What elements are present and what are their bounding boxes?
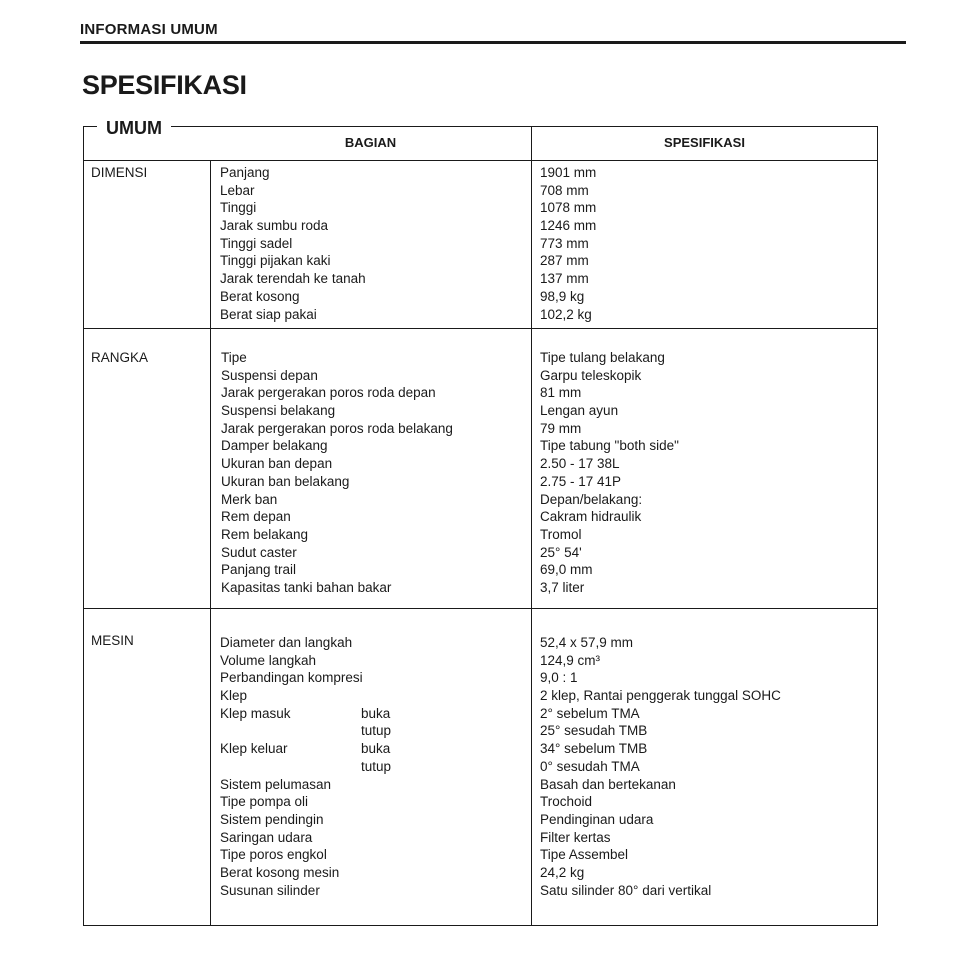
spec-value: 79 mm bbox=[540, 420, 582, 436]
part-name: Tinggi sadel bbox=[220, 235, 293, 251]
part-row bbox=[220, 288, 366, 306]
column-divider bbox=[531, 126, 532, 926]
spec-value: Tipe tabung "both side" bbox=[540, 438, 679, 454]
spec-value: Pendinginan udara bbox=[540, 811, 654, 827]
part-row bbox=[221, 579, 453, 597]
part-name: Lebar bbox=[220, 182, 255, 198]
part-row bbox=[220, 722, 392, 740]
spec-value: 0° sesudah TMA bbox=[540, 758, 640, 774]
category-label: RANGKA bbox=[91, 350, 149, 365]
part-name: Berat kosong mesin bbox=[220, 864, 340, 880]
part-row bbox=[220, 652, 363, 670]
part-row bbox=[220, 669, 363, 687]
spec-value: Trochoid bbox=[540, 794, 593, 810]
spec-value: 24,2 kg bbox=[540, 864, 585, 880]
part-subname: buka bbox=[361, 741, 391, 757]
category-label: DIMENSI bbox=[91, 165, 148, 180]
spec-value: Satu silinder 80° dari vertikal bbox=[540, 882, 712, 898]
spec-value: Garpu teleskopik bbox=[540, 367, 642, 383]
part-name: Sudut caster bbox=[221, 544, 297, 560]
row-divider bbox=[83, 328, 878, 329]
part-row bbox=[221, 561, 453, 579]
part-name: Panjang trail bbox=[221, 562, 297, 578]
part-name: Saringan udara bbox=[220, 829, 313, 845]
header-row-divider bbox=[83, 160, 878, 161]
spec-value: 2.50 - 17 38L bbox=[540, 456, 620, 472]
part-row bbox=[220, 829, 363, 847]
spec-value: 34° sebelum TMB bbox=[540, 741, 648, 757]
spec-value: 287 mm bbox=[540, 253, 589, 269]
part-name: Suspensi belakang bbox=[221, 403, 336, 419]
part-list bbox=[220, 634, 392, 899]
spec-value: 2 klep, Rantai penggerak tunggal SOHC bbox=[540, 688, 781, 704]
part-row bbox=[220, 270, 366, 288]
part-row bbox=[221, 402, 453, 420]
part-row bbox=[221, 349, 453, 367]
part-name: Rem depan bbox=[221, 509, 291, 525]
part-row bbox=[220, 705, 391, 723]
spec-value: 9,0 : 1 bbox=[540, 670, 578, 686]
category-label: MESIN bbox=[91, 633, 134, 648]
spec-value: 708 mm bbox=[540, 182, 589, 198]
column-header-spec: SPESIFIKASI bbox=[664, 135, 745, 150]
part-row bbox=[221, 455, 453, 473]
part-name: Perbandingan kompresi bbox=[220, 670, 363, 686]
part-name: Tipe pompa oli bbox=[220, 794, 309, 810]
part-name: Klep bbox=[220, 688, 248, 704]
part-name: Klep masuk bbox=[220, 705, 291, 721]
spec-value: Tipe Assembel bbox=[540, 847, 629, 863]
spec-value: 3,7 liter bbox=[540, 579, 585, 595]
part-row bbox=[220, 199, 366, 217]
row-divider bbox=[83, 608, 878, 609]
spec-list bbox=[540, 164, 596, 323]
spec-value: 25° 54' bbox=[540, 544, 582, 560]
spec-value: 2.75 - 17 41P bbox=[540, 473, 622, 489]
part-name: Berat siap pakai bbox=[220, 306, 317, 322]
spec-value: 102,2 kg bbox=[540, 306, 592, 322]
part-row bbox=[221, 491, 453, 509]
part-row bbox=[220, 846, 363, 864]
spec-value: 98,9 kg bbox=[540, 288, 585, 304]
spec-value: Tromol bbox=[540, 526, 582, 542]
part-name: Sistem pendingin bbox=[220, 811, 324, 827]
part-subname: tutup bbox=[361, 723, 392, 739]
part-row bbox=[221, 526, 453, 544]
part-row bbox=[221, 420, 453, 438]
spec-value: 52,4 x 57,9 mm bbox=[540, 635, 634, 650]
spec-value: 773 mm bbox=[540, 235, 589, 251]
spec-value: 2° sebelum TMA bbox=[540, 705, 640, 721]
part-row bbox=[220, 776, 363, 794]
part-name: Jarak pergerakan poros roda depan bbox=[221, 385, 436, 401]
part-row bbox=[221, 544, 453, 562]
part-row bbox=[220, 758, 392, 776]
spec-value: 124,9 cm³ bbox=[540, 652, 601, 668]
part-name: Tinggi pijakan kaki bbox=[220, 253, 331, 269]
part-row bbox=[220, 864, 363, 882]
column-header-part: BAGIAN bbox=[344, 135, 397, 150]
part-name: Suspensi depan bbox=[221, 367, 318, 383]
part-row bbox=[220, 182, 366, 200]
part-name: Panjang bbox=[220, 165, 270, 180]
part-name: Susunan silinder bbox=[220, 882, 320, 898]
part-name: Kapasitas tanki bahan bakar bbox=[221, 579, 392, 595]
page-title: SPESIFIKASI bbox=[82, 70, 247, 100]
part-name: Klep keluar bbox=[220, 741, 288, 757]
part-subname: buka bbox=[361, 705, 391, 721]
header-section-title: INFORMASI UMUM bbox=[80, 21, 218, 38]
part-row bbox=[220, 164, 366, 182]
part-list bbox=[221, 349, 453, 597]
part-name: Jarak terendah ke tanah bbox=[220, 271, 366, 287]
part-name: Volume langkah bbox=[220, 652, 317, 668]
part-name: Ukuran ban belakang bbox=[221, 473, 350, 489]
part-name: Diameter dan langkah bbox=[220, 635, 353, 650]
section-label: UMUM bbox=[97, 117, 171, 139]
part-row bbox=[220, 740, 391, 758]
spec-value: Depan/belakang: bbox=[540, 491, 643, 507]
part-name: Tipe poros engkol bbox=[220, 847, 327, 863]
spec-value: 137 mm bbox=[540, 271, 589, 287]
spec-value: 1901 mm bbox=[540, 165, 597, 180]
part-row bbox=[220, 811, 363, 829]
part-name: Ukuran ban depan bbox=[221, 456, 333, 472]
spec-list bbox=[540, 634, 781, 899]
part-name: Jarak pergerakan poros roda belakang bbox=[221, 420, 453, 436]
part-row bbox=[220, 217, 366, 235]
part-row bbox=[220, 306, 366, 324]
part-name: Jarak sumbu roda bbox=[220, 218, 329, 234]
part-list bbox=[220, 164, 366, 323]
part-name: Damper belakang bbox=[221, 438, 328, 454]
spec-value: Basah dan bertekanan bbox=[540, 776, 676, 792]
category-divider bbox=[210, 160, 211, 926]
part-row bbox=[220, 235, 366, 253]
spec-list bbox=[540, 349, 679, 597]
spec-value: 69,0 mm bbox=[540, 562, 593, 578]
part-row bbox=[221, 384, 453, 402]
spec-value: 25° sesudah TMB bbox=[540, 723, 648, 739]
header-rule bbox=[80, 41, 906, 44]
spec-value: Cakram hidraulik bbox=[540, 509, 642, 525]
spec-value: 1246 mm bbox=[540, 218, 597, 234]
part-row bbox=[220, 687, 363, 705]
part-subname: tutup bbox=[361, 758, 392, 774]
spec-value: Tipe tulang belakang bbox=[540, 350, 665, 365]
part-row bbox=[221, 437, 453, 455]
part-row bbox=[220, 793, 363, 811]
part-row bbox=[221, 367, 453, 385]
part-name: Tinggi bbox=[220, 200, 257, 216]
spec-value: 1078 mm bbox=[540, 200, 597, 216]
spec-value: 81 mm bbox=[540, 385, 582, 401]
part-row bbox=[220, 634, 363, 652]
part-row bbox=[221, 508, 453, 526]
part-name: Sistem pelumasan bbox=[220, 776, 332, 792]
spec-value: Filter kertas bbox=[540, 829, 611, 845]
part-row bbox=[221, 473, 453, 491]
part-name: Rem belakang bbox=[221, 526, 309, 542]
part-name: Tipe bbox=[221, 350, 247, 365]
part-name: Berat kosong bbox=[220, 288, 300, 304]
part-row bbox=[220, 882, 363, 900]
part-row bbox=[220, 252, 366, 270]
spec-value: Lengan ayun bbox=[540, 403, 619, 419]
part-name: Merk ban bbox=[221, 491, 278, 507]
